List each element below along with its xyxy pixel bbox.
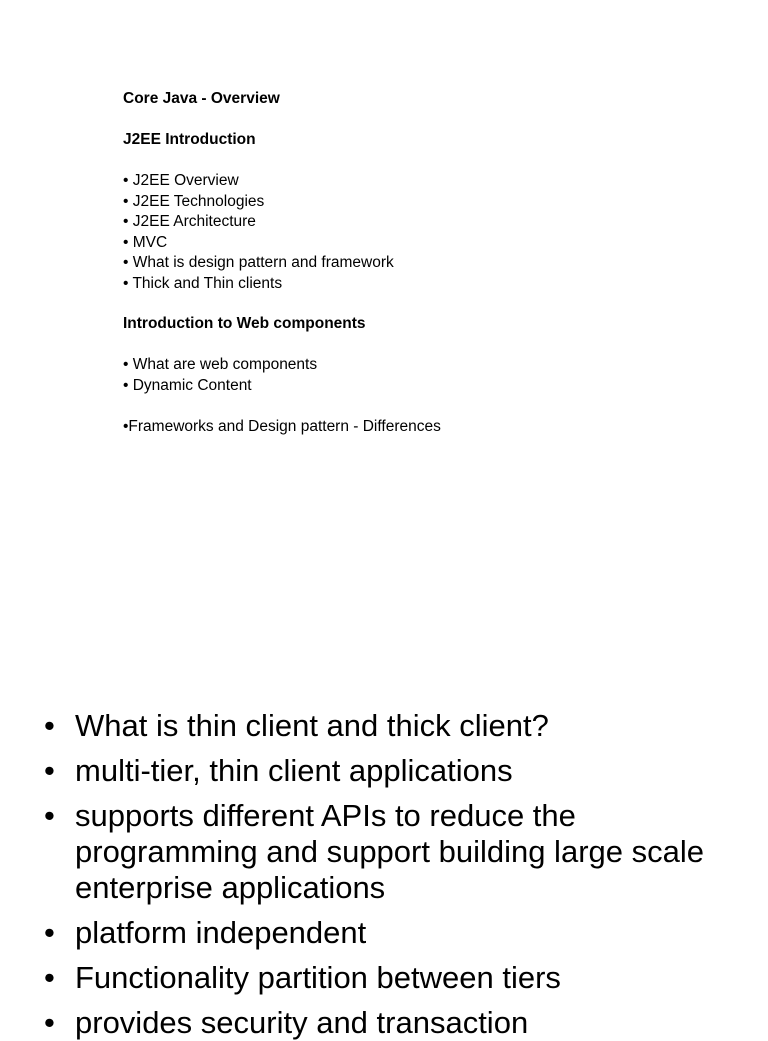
bullet-marker: • [44, 753, 55, 788]
list-item: • J2EE Technologies [123, 192, 265, 210]
list-item: • Thick and Thin clients [123, 274, 283, 292]
slide-item-text: multi-tier, thin client applications [75, 753, 513, 788]
bullet-marker: • [44, 915, 55, 950]
bullet-marker: • [44, 798, 55, 833]
list-item-frameworks: •Frameworks and Design pattern - Differences [123, 418, 441, 435]
slide-list-item [0, 960, 755, 996]
list-item: • What is design pattern and framework [123, 254, 394, 271]
list-item: • What are web components [123, 356, 318, 373]
slide-list-item [0, 798, 755, 906]
list-item: • MVC [123, 233, 168, 251]
section-title-web-components: Introduction to Web components [123, 315, 366, 332]
section-title-j2ee: J2EE Introduction [123, 131, 256, 148]
bullet-marker: • [44, 708, 55, 743]
slide-bullet-list [0, 708, 768, 1038]
bullet-marker: • [44, 1005, 55, 1040]
slide-item-text: provides security and transaction [75, 1005, 529, 1040]
slide-item-text: supports different APIs to reduce the programming and support building large scale enterprise applications [75, 798, 704, 905]
slide-list-item [0, 1005, 755, 1041]
slide-list-item [0, 753, 755, 789]
list-item: • J2EE Overview [123, 172, 239, 189]
slide-list-item [0, 708, 755, 744]
slide-item-text: Functionality partition between tiers [75, 960, 561, 995]
bullet-marker: • [44, 960, 55, 995]
slide-item-text: platform independent [75, 915, 367, 950]
slide-item-text: What is thin client and thick client? [75, 708, 549, 743]
list-item: • Dynamic Content [123, 376, 252, 394]
list-item: • J2EE Architecture [123, 213, 256, 230]
course-heading: Core Java - Overview [123, 90, 280, 107]
slide-list-item [0, 915, 755, 951]
